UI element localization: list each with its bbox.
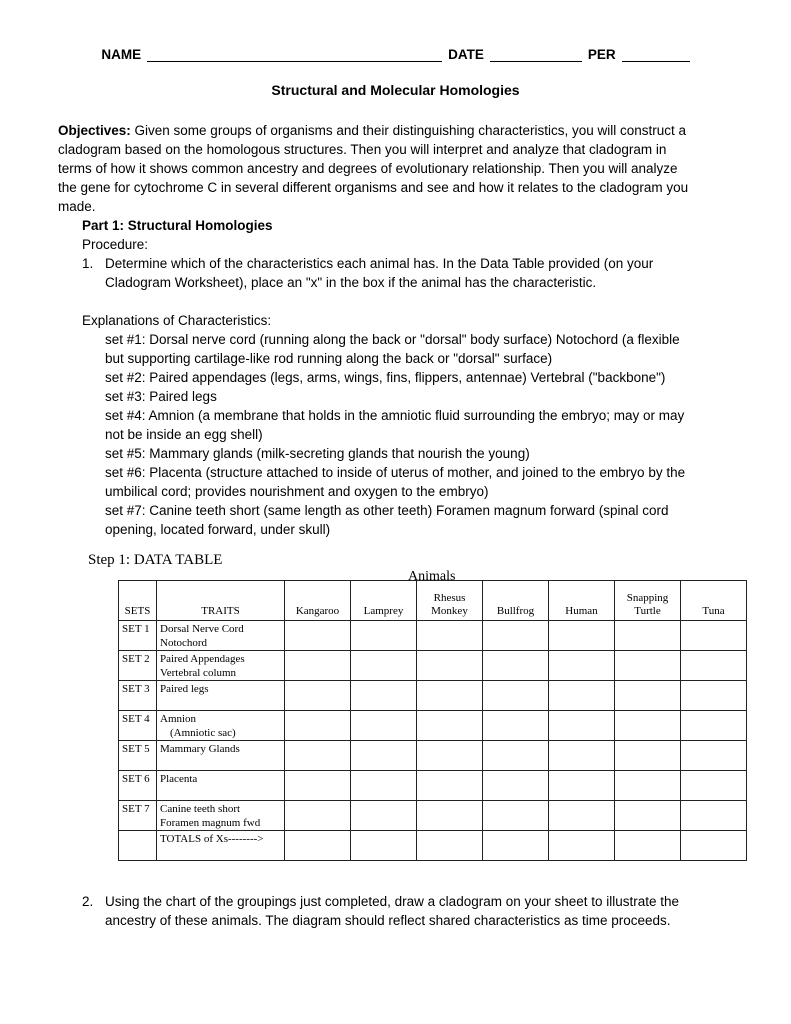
- entry-cell[interactable]: [615, 711, 681, 741]
- part1-heading: Part 1: Structural Homologies: [82, 218, 273, 233]
- explanation-line: set #5: Mammary glands (milk-secreting glands that nourish the young): [105, 446, 530, 461]
- entry-cell[interactable]: [417, 711, 483, 741]
- date-field[interactable]: [490, 49, 582, 62]
- trait-line: Notochord: [160, 637, 208, 649]
- trait-cell: [157, 741, 285, 771]
- entry-cell[interactable]: [285, 681, 351, 711]
- entry-cell[interactable]: [483, 621, 549, 651]
- entry-cell[interactable]: [615, 621, 681, 651]
- entry-cell[interactable]: [483, 831, 549, 861]
- explanations-heading: Explanations of Characteristics:: [82, 313, 272, 328]
- animal-column-header: Kangaroo: [285, 581, 351, 621]
- table-row: [119, 651, 747, 681]
- entry-cell[interactable]: [681, 651, 747, 681]
- entry-cell[interactable]: [615, 741, 681, 771]
- set-cell: [119, 831, 157, 861]
- entry-cell[interactable]: [417, 681, 483, 711]
- set-cell: SET 7: [119, 801, 157, 831]
- entry-cell[interactable]: [615, 651, 681, 681]
- entry-cell[interactable]: [615, 771, 681, 801]
- explanation-line: opening, located forward, under skull): [105, 522, 331, 537]
- trait-cell: [157, 771, 285, 801]
- step2-text: [105, 892, 679, 930]
- table-row: [119, 681, 747, 711]
- per-label: PER: [587, 47, 616, 62]
- step1-data-table-label: Step 1: DATA TABLE: [88, 552, 223, 568]
- animal-column-header: Tuna: [681, 581, 747, 621]
- table-row: [119, 621, 747, 651]
- trait-cell: [157, 621, 285, 651]
- entry-cell[interactable]: [285, 771, 351, 801]
- traits-column-header: TRAITS: [157, 581, 285, 621]
- entry-cell[interactable]: [483, 681, 549, 711]
- explanation-line: set #6: Placenta (structure attached to inside of uterus of mother, and joined to the embryo by the: [105, 465, 686, 480]
- entry-cell[interactable]: [549, 711, 615, 741]
- objectives-line: Given some groups of organisms and their distinguishing characteristics, you will construct a: [130, 123, 687, 138]
- entry-cell[interactable]: [285, 831, 351, 861]
- set-cell: SET 6: [119, 771, 157, 801]
- step1-line: Determine which of the characteristics each animal has. In the Data Table provided (on your: [105, 256, 654, 271]
- step2-line: Using the chart of the groupings just completed, draw a cladogram on your sheet to illustrate the: [105, 894, 680, 909]
- entry-cell[interactable]: [549, 741, 615, 771]
- table-row: [119, 711, 747, 741]
- step2-number: 2.: [82, 894, 94, 909]
- entry-cell[interactable]: [351, 681, 417, 711]
- entry-cell[interactable]: [351, 741, 417, 771]
- table-row: [119, 771, 747, 801]
- trait-line: Amnion: [160, 713, 197, 725]
- sets-column-header: SETS: [119, 581, 157, 621]
- trait-cell: [157, 651, 285, 681]
- explanation-line: but supporting cartilage-like rod running along the back or "dorsal" surface): [105, 351, 553, 366]
- step1-line: Cladogram Worksheet), place an "x" in the box if the animal has the characteristic.: [105, 275, 597, 290]
- set-cell: SET 3: [119, 681, 157, 711]
- objectives-line: cladogram based on the homologous structures. Then you will interpret and analyze that cladogram in: [58, 142, 667, 157]
- entry-cell[interactable]: [351, 831, 417, 861]
- entry-cell[interactable]: [615, 831, 681, 861]
- trait-line: Paired Appendages: [160, 653, 245, 665]
- trait-cell: [157, 831, 285, 861]
- trait-line: Paired legs: [160, 683, 209, 695]
- trait-cell: [157, 801, 285, 831]
- table-row: [119, 831, 747, 861]
- explanation-line: not be inside an egg shell): [105, 427, 263, 442]
- entry-cell[interactable]: [483, 711, 549, 741]
- entry-cell[interactable]: [681, 831, 747, 861]
- step1-number: 1.: [82, 256, 94, 271]
- animal-column-header: Lamprey: [351, 581, 417, 621]
- objectives-line: terms of how it shows common ancestry and degrees of evolutionary relationship. Then you will analyze: [58, 161, 678, 176]
- table-row: [119, 741, 747, 771]
- entry-cell[interactable]: [351, 771, 417, 801]
- explanation-line: set #7: Canine teeth short (same length as other teeth) Foramen magnum forward (spinal cord: [105, 503, 669, 518]
- entry-cell[interactable]: [285, 711, 351, 741]
- entry-cell[interactable]: [351, 711, 417, 741]
- entry-cell[interactable]: [483, 651, 549, 681]
- entry-cell[interactable]: [681, 681, 747, 711]
- entry-cell[interactable]: [681, 801, 747, 831]
- name-field[interactable]: [147, 49, 442, 62]
- step1-text: [105, 254, 653, 292]
- trait-line: Vertebral column: [160, 667, 237, 679]
- trait-line: (Amniotic sac): [170, 727, 236, 739]
- entry-cell[interactable]: [417, 621, 483, 651]
- entry-cell[interactable]: [285, 651, 351, 681]
- entry-cell[interactable]: [681, 741, 747, 771]
- entry-cell[interactable]: [483, 771, 549, 801]
- trait-line: Placenta: [160, 773, 198, 785]
- explanations-list: [105, 330, 685, 539]
- entry-cell[interactable]: [681, 711, 747, 741]
- table-header-row: [119, 581, 747, 621]
- entry-cell[interactable]: [417, 771, 483, 801]
- entry-cell[interactable]: [285, 801, 351, 831]
- explanation-line: set #1: Dorsal nerve cord (running along the back or "dorsal" body surface) Notochord (a flexible: [105, 332, 680, 347]
- set-cell: SET 4: [119, 711, 157, 741]
- trait-cell: [157, 711, 285, 741]
- entry-cell[interactable]: [351, 801, 417, 831]
- entry-cell[interactable]: [483, 801, 549, 831]
- entry-cell[interactable]: [285, 741, 351, 771]
- trait-cell: [157, 681, 285, 711]
- entry-cell[interactable]: [549, 681, 615, 711]
- entry-cell[interactable]: [285, 621, 351, 651]
- animal-column-header: Human: [549, 581, 615, 621]
- trait-line: TOTALS of Xs-------->: [160, 833, 264, 845]
- entry-cell[interactable]: [351, 651, 417, 681]
- set-cell: SET 5: [119, 741, 157, 771]
- entry-cell[interactable]: [615, 801, 681, 831]
- date-label: DATE: [448, 47, 484, 62]
- entry-cell[interactable]: [417, 831, 483, 861]
- name-label: NAME: [101, 47, 142, 62]
- objectives-line: the gene for cytochrome C in several different organisms and see and how it relates to the cladogram you: [58, 180, 689, 195]
- objectives-label: Objectives:: [58, 123, 131, 138]
- step2-line: ancestry of these animals. The diagram should reflect shared characteristics as time proceeds.: [105, 913, 671, 928]
- entry-cell[interactable]: [549, 651, 615, 681]
- animal-column-header: Rhesus Monkey: [417, 581, 483, 621]
- per-field[interactable]: [622, 49, 690, 62]
- entry-cell[interactable]: [417, 801, 483, 831]
- entry-cell[interactable]: [681, 621, 747, 651]
- worksheet-header: [0, 47, 791, 62]
- page-title: Structural and Molecular Homologies: [271, 82, 520, 98]
- trait-line: Canine teeth short: [160, 803, 241, 815]
- explanation-line: set #3: Paired legs: [105, 389, 217, 404]
- explanation-line: set #4: Amnion (a membrane that holds in the amniotic fluid surrounding the embryo; may or may: [105, 408, 685, 423]
- entry-cell[interactable]: [549, 621, 615, 651]
- procedure-label: Procedure:: [82, 237, 149, 252]
- entry-cell[interactable]: [615, 681, 681, 711]
- data-table: [118, 580, 747, 861]
- set-cell: SET 2: [119, 651, 157, 681]
- entry-cell[interactable]: [417, 651, 483, 681]
- entry-cell[interactable]: [351, 621, 417, 651]
- entry-cell[interactable]: [549, 831, 615, 861]
- objectives-line: made.: [58, 199, 96, 214]
- explanation-line: umbilical cord; provides nourishment and oxygen to the embryo): [105, 484, 489, 499]
- entry-cell[interactable]: [549, 801, 615, 831]
- animal-column-header: Bullfrog: [483, 581, 549, 621]
- entry-cell[interactable]: [483, 741, 549, 771]
- explanation-line: set #2: Paired appendages (legs, arms, wings, fins, flippers, antennae) Vertebral ("backbone"): [105, 370, 666, 385]
- entry-cell[interactable]: [417, 741, 483, 771]
- animal-column-header: Snapping Turtle: [615, 581, 681, 621]
- set-cell: SET 1: [119, 621, 157, 651]
- trait-line: Dorsal Nerve Cord: [160, 623, 244, 635]
- trait-line: Mammary Glands: [160, 743, 240, 755]
- entry-cell[interactable]: [549, 771, 615, 801]
- objectives-paragraph: [58, 121, 688, 216]
- trait-line: Foramen magnum fwd: [160, 817, 261, 829]
- entry-cell[interactable]: [681, 771, 747, 801]
- table-row: [119, 801, 747, 831]
- animals-caption: Animals: [408, 569, 456, 584]
